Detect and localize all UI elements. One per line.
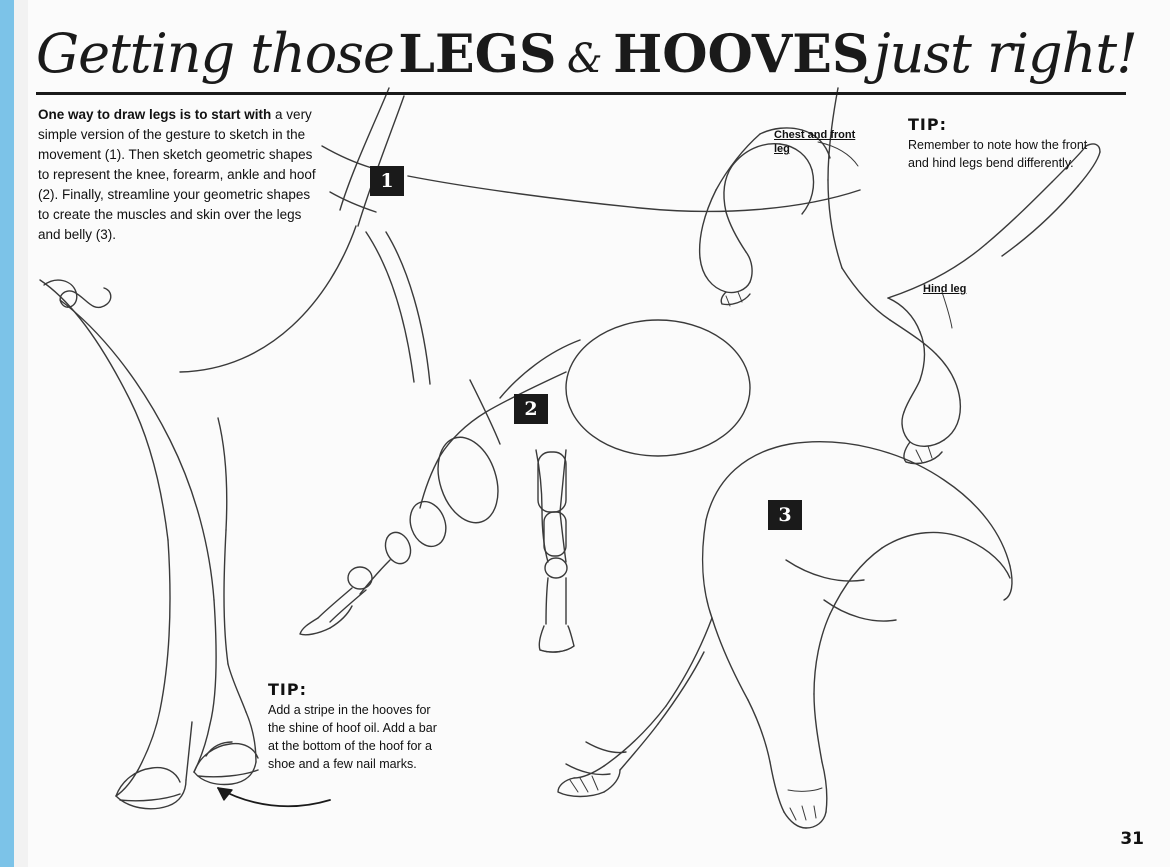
label-chest-and-front-leg: Chest and front leg [774,129,856,155]
page-title [36,22,1137,94]
intro-body: a very simple version of the gesture to sketch in the movement (1). Then sketch geometric shapes to represent the knee, forearm, ankle and hoof (2). Finally, streamline your geometric shapes to create the muscles and skin over the legs and belly (3). [38,107,316,242]
title-word-legs: LEGS [398,24,557,85]
tip-heading: TIP: [268,680,307,699]
title-script-part-3: just right! [873,22,1137,85]
step-badge-1: 1 [370,166,404,196]
tip-body: Remember to note how the front and hind legs bend differently. [908,138,1088,170]
tip-body: Add a stripe in the hooves for the shine of hoof oil. Add a bar at the bottom of the hoof for a shoe and a few nail marks. [268,703,437,771]
label-hind-leg: Hind leg [923,283,967,295]
page-number: 31 [1120,829,1144,849]
tip-block-hoof-details [268,680,448,773]
title-ampersand: & [567,36,603,82]
page-left-edge [0,0,14,867]
tip-block-front-hind-legs [908,115,1098,172]
title-underline-rule [36,92,1126,95]
step-badge-2: 2 [514,394,548,424]
title-script-part-1: Getting those [36,22,394,85]
intro-paragraph [38,105,323,245]
tip-heading: TIP: [908,115,947,134]
intro-bold-lead: One way to draw legs is to start with [38,107,272,122]
step-badge-3: 3 [768,500,802,530]
title-word-hooves: HOOVES [613,24,870,85]
